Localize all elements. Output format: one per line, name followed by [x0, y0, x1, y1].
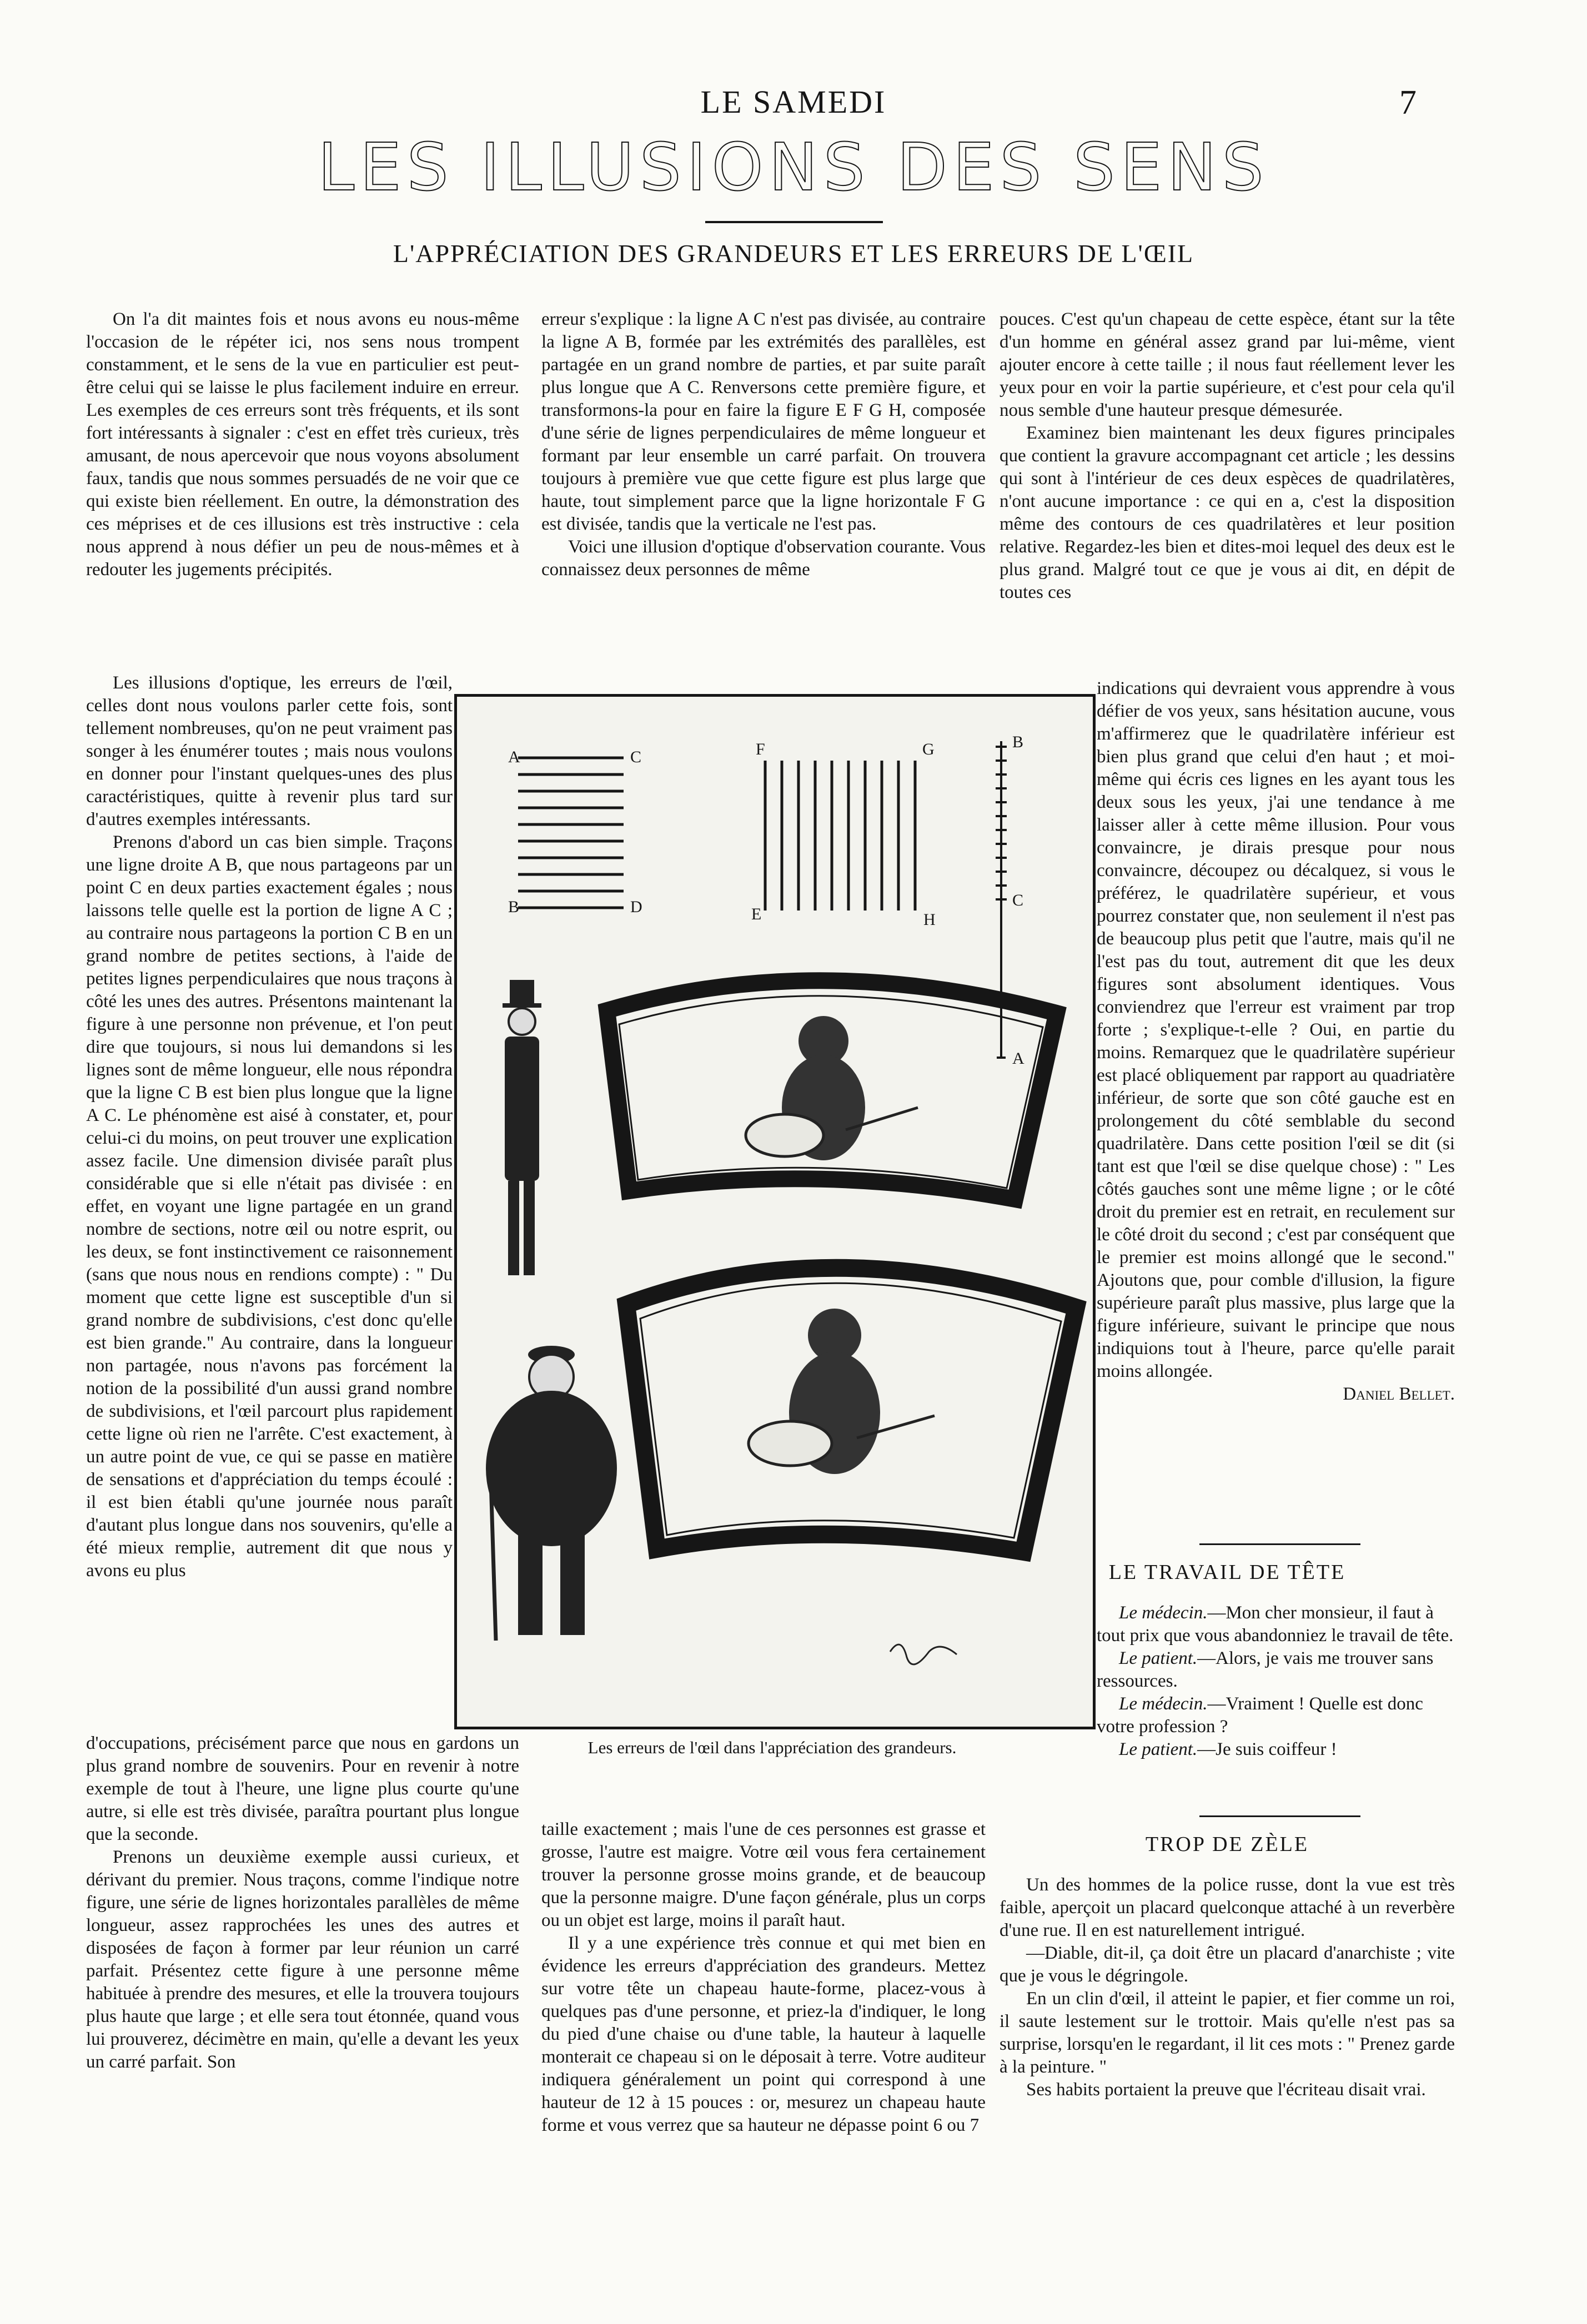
dialogue-line	[1097, 1693, 1455, 1738]
monkey-drawing-lower	[749, 1309, 935, 1474]
column-2-bottom	[541, 1818, 986, 2137]
paragraph: Les illusions d'optique, les erreurs de l'œil, celles dont nous voulons parler cette fois, sont tellement nombreuses, qu'on ne peut vraiment pas songer à les énumérer toutes ; mais nous voulons en donner pour l'instant quelques-unes des plus caractéristiques, quitte à revenir plus tard sur d'autres exemples intéressants.	[86, 673, 453, 829]
paragraph: Il y a une expérience très connue et qui met bien en évidence les erreurs d'appréciation des grandeurs. Mettez sur votre tête un chapeau haute-forme, placez-vous à quelques pas d'une personne, et priez-la d'indiquer, le long du pied d'une chaise ou d'une table, la hauteur à laquelle monterait ce chapeau si on le déposait à terre. Votre auditeur indiquera généralement un point qui correspond à une hauteur de 12 à 15 pouces : or, mesurez un chapeau haute forme et vous verrez que sa hauteur ne dépasse point 6 ou 7	[541, 1933, 986, 2135]
label-b: B	[508, 898, 520, 916]
dialogue-line	[1097, 1602, 1455, 1647]
paragraph: Ses habits portaient la preuve que l'écriteau disait vrai.	[1026, 2080, 1426, 2100]
section-heading-travail: LE TRAVAIL DE TÊTE	[1108, 1561, 1346, 1584]
signature: Daniel Bellet.	[1343, 1384, 1455, 1404]
paragraph: —Diable, dit-il, ça doit être un placard d'anarchiste ; vite que je vous le dégringole.	[1000, 1943, 1455, 1986]
paragraph: pouces. C'est qu'un chapeau de cette espèce, étant sur la tête d'un homme en général assez grand par lui-même, vient ajouter encore à cette taille ; il nous faut réellement lever les yeux pour en voir la partie supérieure, et c'est pour cela qu'il nous semble d'une hauteur presque démesurée.	[1000, 309, 1455, 420]
column-2-top	[541, 308, 986, 581]
fat-man-figure	[486, 1346, 617, 1641]
column-3-narrow	[1097, 677, 1455, 1406]
section-rule	[1199, 1815, 1360, 1817]
dialogue	[1097, 1602, 1455, 1761]
paragraph: Examinez bien maintenant les deux figures principales que contient la gravure accompagnant cet article ; les dessins qui sont à l'intérieur de ces deux espèces de quadrilatères, n'ont aucune importance : ce qui en a, c'est la disposition même des contours de ces quadrilatères et leur position relative. Regardez-les bien et dites-moi lequel des deux est le plus grand. Malgré tout ce que je vous ai dit, en dépit de toutes ces	[1000, 423, 1455, 602]
paragraph: En un clin d'œil, il atteint le papier, et fier comme un roi, il saute lestement sur le trottoir. Mais qu'elle n'est pas sa surprise, lorsqu'en le regardant, il lit ces mots : " Prenez garde à la peinture. "	[1000, 1989, 1455, 2077]
label-c-right: C	[1012, 891, 1024, 909]
monkey-drawing-upper	[746, 1016, 918, 1160]
speaker: Le patient.	[1119, 1648, 1198, 1668]
masthead: LE SAMEDI	[700, 84, 887, 120]
illustration-drawing	[457, 697, 1093, 1727]
horizontal-lines-figure	[518, 758, 624, 908]
anecdote	[1000, 1874, 1455, 2101]
figure-caption: Les erreurs de l'œil dans l'appréciation des grandeurs.	[587, 1738, 957, 1757]
column-3-top	[1000, 308, 1455, 604]
divided-line-figure	[996, 741, 1007, 1058]
label-g: G	[922, 740, 935, 758]
article-title: LES ILLUSIONS DES SENS	[318, 129, 1269, 205]
speaker: Le patient.	[1119, 1739, 1198, 1759]
paragraph: On l'a dit maintes fois et nous avons eu nous-même l'occasion de le répéter ici, nos sens nous trompent constamment, et le sens de la vue en particulier est peut-être celui qui se laisse le plus facilement induire en erreur. Les exemples de ces erreurs sont très fréquents, et ils sont fort intéressants à signaler : c'est en effet très curieux, très amusant, de nous apercevoir que nous voyons absolument faux, tandis que nous sommes persuadés de ne voir que ce qui existe bien réellement. En outre, la démonstration des ces méprises et de ces illusions est très instructive : cela nous apprend à nous défier un peu de nous-mêmes et à redouter les jugements précipités.	[86, 309, 519, 580]
column-1-bottom	[86, 1732, 519, 2074]
column-1-top	[86, 308, 519, 581]
paragraph: Prenons un deuxième exemple aussi curieux, et dérivant du premier. Nous traçons, comme l'indique notre figure, une série de lignes horizontales parallèles de même longueur, assez rapprochées les unes des autres et disposées de façon à former par leur réunion un carré parfait. Présentez cette figure à une personne même habituée à prendre des mesures, et elle la trouvera toujours plus haute que large ; et elle sera tout étonnée, quand vous lui prouverez, décimètre en main, qu'elle a devant les yeux un carré parfait. Son	[86, 1847, 519, 2072]
article-subtitle: L'APPRÉCIATION DES GRANDEURS ET LES ERREURS DE L'ŒIL	[393, 239, 1194, 268]
label-f: F	[756, 740, 765, 758]
paragraph: Voici une illusion d'optique d'observation courante. Vous connaissez deux personnes de même	[541, 537, 986, 580]
artist-signature-mark	[890, 1644, 957, 1664]
label-a-right: A	[1012, 1049, 1024, 1068]
dialogue-line	[1097, 1647, 1455, 1693]
column-1-narrow	[86, 672, 453, 1582]
dialogue-line	[1097, 1738, 1455, 1761]
vertical-lines-figure	[765, 761, 915, 911]
paragraph: taille exactement ; mais l'une de ces personnes est grasse et grosse, l'autre est maigre. Votre œil vous fera certainement trouver la personne grosse moins grande, et de beaucoup que la personne maigre. D'une façon générale, plus un corps ou un objet est large, moins il paraît haut.	[541, 1819, 986, 1930]
label-h: H	[923, 911, 936, 929]
label-e: E	[751, 905, 762, 923]
label-b-right: B	[1012, 733, 1024, 751]
paragraph: erreur s'explique : la ligne A C n'est pas divisée, au contraire la ligne A B, formée par les extrémités des parallèles, est partagée en un grand nombre de parties, et par suite paraît plus longue que A C. Renversons cette première figure, et transformons-la pour en faire la figure E F G H, composée d'une série de lignes perpendiculaires de même longueur et formant par leur ensemble un carré parfait. On trouvera toujours à première vue que cette figure est plus large que haute, tout simplement parce que la ligne horizontale F G est divisée, tandis que la verticale ne l'est pas.	[541, 309, 986, 534]
thin-man-figure	[503, 980, 541, 1275]
label-d: D	[630, 898, 642, 916]
section-heading-trop: TROP DE ZÈLE	[1145, 1833, 1309, 1856]
paragraph: Prenons d'abord un cas bien simple. Traçons une ligne droite A B, que nous partageons par un point C en deux parties exactement égales ; nous laissons telle quelle est la portion de ligne A C ; au contraire nous partageons la portion C B en un grand nombre de petites sections, à l'aide de petites lignes perpendiculaires que nous traçons à côté les unes des autres. Présentons maintenant la figure à une personne non prévenue, et l'on peut dire que toujours, si nous lui demandons si les lignes sont de même longueur, elle nous répondra que la ligne C B est bien plus longue que la ligne A C. Le phénomène est aisé à constater, et, pour celui-ci du moins, on peut trouver une explication assez facile. Une dimension divisée paraît plus considérable que si elle n'était pas divisée : en effet, en voyant une ligne partagée en un grand nombre de sections, notre œil ou notre esprit, ou les deux, se font instinctivement ce raisonnement (sans que nous nous en rendions compte) : " Du moment que cette ligne est susceptible d'un si grand nombre de subdivisions, c'est donc qu'elle est bien grande." Au contraire, dans la longueur non partagée, nous n'avons pas forcément la notion de la possibilité d'un aussi grand nombre de subdivisions, et l'œil parcourt plus rapidement cette ligne où rien ne l'arrête. C'est exactement, à un autre point de vue, ce qui se passe en matière de sensations et d'appréciation du temps écoulé : il est bien établi qu'une journée nous paraît d'autant plus longue dans nos souvenirs, qu'elle a été mieux remplie, autrement dit que nous y avons eu plus	[86, 832, 453, 1581]
page-number: 7	[1399, 84, 1417, 122]
paragraph: indications qui devraient vous apprendre à vous défier de vos yeux, sans hésitation aucune, vous m'affirmerez que le quadrilatère inférieur est bien plus grand que celui d'en haut ; et moi-même qui écris ces lignes en les ayant tous les deux sous les yeux, j'ai une tendance à me laisser aller à cette même illusion. Pour vous convaincre, je dirais presque pour nous convaincre, découpez ou décalquez, si vous le préférez, le quadrilatère supérieur, et vous pourrez constater que, non seulement il n'est pas de beaucoup plus petit que l'autre, mais qu'il ne l'est pas du tout, autrement dit que les deux figures sont absolument identiques. Vous conviendrez que l'erreur est vraiment par trop forte ; s'explique-t-elle ? Oui, en partie du moins. Remarquez que le quadrilatère supérieur est placé obliquement par rapport au quadriatère inférieur, de sorte que son côté gauche est en prolongement du côté semblable du second quadrilatère. Dans cette position l'œil se dit (si tant est que l'œil se dise quelque chose) : " Les côtés gauches sont une même ligne ; or le côté droit du premier est en retrait, en reculement sur le côté droit du second ; c'est par conséquent que le premier est moins allongé que le second." Ajoutons que, pour comble d'illusion, la figure supérieure paraît plus massive, plus large que la figure inférieure, suivant le principe que nous indiquions tout à l'heure, parce qu'elle parait moins allongée.	[1097, 678, 1455, 1381]
speaker: Le médecin.	[1119, 1694, 1208, 1714]
paragraph: Un des hommes de la police russe, dont la vue est très faible, aperçoit un placard quelconque attaché à un reverbère d'une rue. Il en est naturellement intrigué.	[1000, 1875, 1455, 1940]
title-rule	[705, 221, 883, 223]
section-rule	[1199, 1543, 1360, 1545]
label-c: C	[630, 748, 642, 766]
speech: —Vraiment ! Quelle est donc votre profession ?	[1097, 1694, 1423, 1737]
speech: —Alors, je vais me trouver sans ressources.	[1097, 1648, 1434, 1691]
paragraph: d'occupations, précisément parce que nous en gardons un plus grand nombre de souvenirs. Pour en revenir à notre exemple de tout à l'heure, une ligne plus courte qu'une autre, si elle est très divisée, paraîtra pourtant plus longue que la seconde.	[86, 1733, 519, 1844]
speech: —Je suis coiffeur !	[1197, 1739, 1337, 1759]
label-a: A	[508, 748, 520, 766]
speech: —Mon cher monsieur, il faut à tout prix que vous abandonniez le travail de tête.	[1097, 1603, 1454, 1646]
speaker: Le médecin.	[1119, 1603, 1208, 1623]
